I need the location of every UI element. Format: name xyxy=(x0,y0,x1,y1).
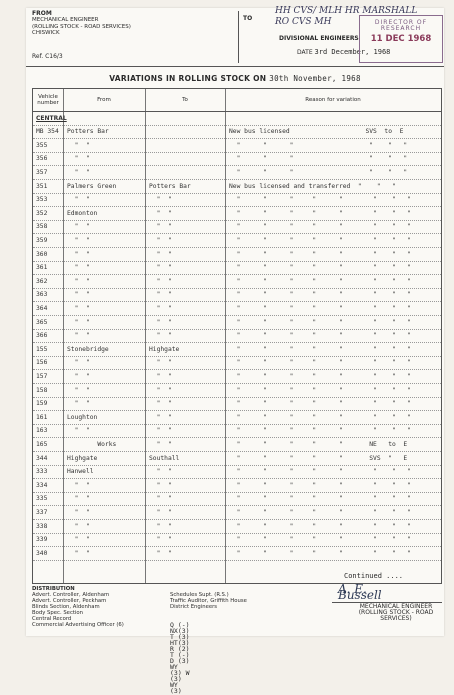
to-cell: " " xyxy=(149,440,172,448)
col-header-vehicle: Vehicle number xyxy=(33,89,63,112)
table-row xyxy=(33,315,441,330)
stamp-line-2: RESEARCH xyxy=(380,25,422,33)
to-cell: " " xyxy=(149,264,172,272)
vehicle-number: 165 xyxy=(36,440,48,448)
to-cell: " " xyxy=(149,223,172,231)
from-cell: " " xyxy=(67,277,90,285)
from-cell: " " xyxy=(67,400,90,408)
to-cell: " " xyxy=(149,400,172,408)
distribution-item: Central Record xyxy=(32,616,72,622)
distribution-item: Traffic Auditor, Griffith House xyxy=(170,598,247,604)
table-row xyxy=(33,369,441,384)
to-cell: " " xyxy=(149,495,172,503)
table-row xyxy=(33,465,441,480)
reason-cell: " " " " " " xyxy=(229,168,408,176)
memo-page xyxy=(26,6,444,695)
from-cell: Potters Bar xyxy=(67,128,109,136)
col-header-reason: Reason for variation xyxy=(225,89,441,112)
from-cell: " " xyxy=(67,304,90,312)
from-cell: " " xyxy=(67,250,90,258)
reason-cell: " " " " " " " " xyxy=(229,318,411,326)
from-cell: " " xyxy=(67,508,90,516)
distribution-item: Advert. Controller, Aldenham xyxy=(32,592,110,598)
to-cell: " " xyxy=(149,318,172,326)
vehicle-number: 339 xyxy=(36,536,48,544)
reason-cell: " " " " " " " " xyxy=(229,304,411,312)
from-cell: " " xyxy=(67,264,90,272)
table-row xyxy=(33,451,441,466)
reason-cell: " " " " " " " " xyxy=(229,332,411,340)
to-cell: " " xyxy=(149,236,172,244)
from-cell: " " xyxy=(67,427,90,435)
to-cell: Potters Bar xyxy=(149,182,191,190)
vehicle-number: 158 xyxy=(36,386,48,394)
reason-cell: " " " " " " " " xyxy=(229,209,411,217)
reason-cell: " " " " " " " " xyxy=(229,522,411,530)
from-cell: Palmers Green xyxy=(67,182,117,190)
vehicle-number: 334 xyxy=(36,481,48,489)
vehicle-number: 362 xyxy=(36,277,48,285)
to-cell: Southall xyxy=(149,454,180,462)
table-row xyxy=(33,288,441,303)
vehicle-number: 157 xyxy=(36,372,48,380)
table-row xyxy=(33,138,441,153)
to-cell: " " xyxy=(149,549,172,557)
table-row xyxy=(33,478,441,493)
vehicle-number: 364 xyxy=(36,304,48,312)
signatory-subtitle: (ROLLING STOCK - ROAD SERVICES) xyxy=(358,609,434,622)
distribution-codes xyxy=(170,622,190,694)
reason-cell: " " " " " " " " xyxy=(229,495,411,503)
to-cell: Highgate xyxy=(149,345,180,353)
vehicle-number: 333 xyxy=(36,468,48,476)
table-row xyxy=(33,165,441,180)
from-cell: " " xyxy=(67,318,90,326)
to-cell: " " xyxy=(149,196,172,204)
from-cell: " " xyxy=(67,155,90,163)
col-header-to: To xyxy=(145,89,225,112)
from-cell: " " xyxy=(67,372,90,380)
vehicle-number: 363 xyxy=(36,291,48,299)
section-label: CENTRAL xyxy=(36,114,67,122)
vehicle-number: 155 xyxy=(36,345,48,353)
to-cell: " " xyxy=(149,291,172,299)
distribution-label: DISTRIBUTION xyxy=(32,586,75,592)
to-cell: " " xyxy=(149,277,172,285)
vehicle-number: 353 xyxy=(36,196,48,204)
from-cell: Loughton xyxy=(67,413,98,421)
title-text: VARIATIONS IN ROLLING STOCK ON xyxy=(109,74,267,83)
table-row xyxy=(33,505,441,520)
vehicle-number: 156 xyxy=(36,359,48,367)
reason-cell: " " " " " " " " xyxy=(229,223,411,231)
reason-cell: New bus licensed and transferred " " " xyxy=(229,182,396,190)
reason-cell: " " " " " " " " xyxy=(229,345,411,353)
vehicle-number: 366 xyxy=(36,332,48,340)
reason-cell: " " " " " NE to E xyxy=(229,440,408,448)
to-cell: " " xyxy=(149,359,172,367)
distribution-list-2 xyxy=(170,592,300,610)
to-line: DIVISIONAL ENGINEERS xyxy=(279,35,359,42)
vehicle-number: 355 xyxy=(36,141,48,149)
vehicle-number: 359 xyxy=(36,236,48,244)
memo-header xyxy=(26,8,444,67)
table-row xyxy=(33,206,441,221)
reason-cell: " " " " " " " " xyxy=(229,277,411,285)
table-row xyxy=(33,533,441,548)
vehicle-number: 159 xyxy=(36,400,48,408)
to-cell: " " xyxy=(149,250,172,258)
table-row xyxy=(33,342,441,357)
received-stamp xyxy=(359,15,443,63)
from-block xyxy=(32,11,232,37)
from-cell: " " xyxy=(67,223,90,231)
vehicle-number: 351 xyxy=(36,182,48,190)
reason-cell: " " " " " " " " xyxy=(229,250,411,258)
vehicle-number: 338 xyxy=(36,522,48,530)
vehicle-number: 161 xyxy=(36,413,48,421)
to-cell: " " xyxy=(149,332,172,340)
distribution-item: Blinds Section, Aldenham xyxy=(32,604,100,610)
table-row xyxy=(33,233,441,248)
reason-cell: " " " " " " " " xyxy=(229,468,411,476)
reason-cell: " " " " " " " " xyxy=(229,236,411,244)
col-header-from: From xyxy=(63,89,145,112)
table-row xyxy=(33,410,441,425)
table-row xyxy=(33,193,441,208)
to-cell: " " xyxy=(149,372,172,380)
vehicle-number: 352 xyxy=(36,209,48,217)
vehicle-number: 365 xyxy=(36,318,48,326)
table-row xyxy=(33,274,441,289)
table-row xyxy=(33,519,441,534)
codes-line-2: T (-) D (3) WY (3) W (3) WY (3) xyxy=(170,651,190,695)
to-cell: " " xyxy=(149,209,172,217)
from-cell: " " xyxy=(67,481,90,489)
vehicle-number: 344 xyxy=(36,454,48,462)
from-cell: " " xyxy=(67,549,90,557)
table-row xyxy=(33,261,441,276)
vehicle-number: 361 xyxy=(36,264,48,272)
table-row xyxy=(33,383,441,398)
from-cell: Works xyxy=(67,440,117,448)
title-date: 30th November, 1968 xyxy=(269,74,361,83)
to-cell: " " xyxy=(149,386,172,394)
from-line: MECHANICAL ENGINEER xyxy=(32,17,99,24)
reference: Ref. C16/3 xyxy=(32,53,63,60)
from-cell: " " xyxy=(67,522,90,530)
reason-cell: " " " " " " " " xyxy=(229,536,411,544)
to-label: TO xyxy=(243,15,253,22)
to-cell: " " xyxy=(149,536,172,544)
to-cell: " " xyxy=(149,508,172,516)
variations-table xyxy=(32,88,442,584)
table-row xyxy=(33,220,441,235)
signatory-title: MECHANICAL ENGINEER xyxy=(359,603,433,610)
vehicle-number: 337 xyxy=(36,508,48,516)
from-line: CHISWICK xyxy=(32,30,60,37)
reason-cell: " " " " " " " " xyxy=(229,264,411,272)
distribution-item: Schedules Supt. (R.S.) xyxy=(170,592,229,598)
date-value: 3rd December, 1968 xyxy=(314,48,391,56)
table-row xyxy=(33,152,441,167)
table-row xyxy=(33,492,441,507)
table-row xyxy=(33,247,441,262)
signatory-block xyxy=(348,604,444,622)
reason-cell: " " " " " " " " xyxy=(229,386,411,394)
table-row xyxy=(33,329,441,344)
handwritten-recipients-2: RO CVS MH xyxy=(275,17,332,27)
table-row xyxy=(33,397,441,412)
to-cell: " " xyxy=(149,522,172,530)
vehicle-number: MB 354 xyxy=(36,128,59,136)
distribution-item: Commercial Advertising Officer (6) xyxy=(32,622,124,628)
signature: A. E. Bussell xyxy=(338,582,382,602)
from-cell: Edmonton xyxy=(67,209,98,217)
distribution-item: Body Spec. Section xyxy=(32,610,83,616)
reason-cell: " " " " " " " " xyxy=(229,359,411,367)
codes-line-1: Q (-) NX(3) T (3) HT(3) R (2) xyxy=(170,621,190,653)
from-cell: Hanwell xyxy=(67,468,94,476)
table-row xyxy=(33,546,441,561)
reason-cell: " " " " " " xyxy=(229,141,408,149)
from-cell: " " xyxy=(67,495,90,503)
from-cell: " " xyxy=(67,386,90,394)
vehicle-number: 335 xyxy=(36,495,48,503)
to-cell: " " xyxy=(149,427,172,435)
from-cell: Highgate xyxy=(67,454,98,462)
table-row xyxy=(33,179,441,194)
reason-cell: " " " " " SVS " E xyxy=(229,454,408,462)
from-cell: " " xyxy=(67,168,90,176)
from-label: FROM xyxy=(32,10,52,17)
distribution-item: Advert. Controller, Peckham xyxy=(32,598,107,604)
stamp-line-1: DIRECTOR OF xyxy=(374,19,428,26)
reason-cell: " " " " " " " " xyxy=(229,549,411,557)
vehicle-number: 360 xyxy=(36,250,48,258)
from-cell: " " xyxy=(67,196,90,204)
reason-cell: " " " " " " xyxy=(229,155,408,163)
reason-cell: " " " " " " " " xyxy=(229,427,411,435)
from-cell: " " xyxy=(67,141,90,149)
vehicle-number: 163 xyxy=(36,427,48,435)
handwritten-recipients: HH CVS/ MLH HR MARSHALL xyxy=(275,6,418,16)
reason-cell: " " " " " " " " xyxy=(229,481,411,489)
table-row xyxy=(33,437,441,452)
table-row xyxy=(33,356,441,371)
vehicle-number: 358 xyxy=(36,223,48,231)
from-line: (ROLLING STOCK - ROAD SERVICES) xyxy=(32,23,131,30)
reason-cell: " " " " " " " " xyxy=(229,508,411,516)
document-title xyxy=(26,74,444,83)
from-cell: Stonebridge xyxy=(67,345,109,353)
from-cell: " " xyxy=(67,332,90,340)
to-cell: " " xyxy=(149,304,172,312)
vehicle-number: 340 xyxy=(36,549,48,557)
section-row xyxy=(33,111,441,126)
continued-note: Continued .... xyxy=(344,572,404,580)
from-cell: " " xyxy=(67,536,90,544)
to-block xyxy=(238,6,439,63)
reason-cell: New bus licensed SVS to E xyxy=(229,128,404,136)
reason-cell: " " " " " " " " xyxy=(229,196,411,204)
table-row xyxy=(33,301,441,316)
vehicle-number: 356 xyxy=(36,155,48,163)
from-cell: " " xyxy=(67,291,90,299)
distribution-item: District Engineers xyxy=(170,604,218,610)
from-cell: " " xyxy=(67,236,90,244)
distribution-list xyxy=(32,586,162,628)
to-cell: " " xyxy=(149,468,172,476)
reason-cell: " " " " " " " " xyxy=(229,400,411,408)
reason-cell: " " " " " " " " xyxy=(229,372,411,380)
to-cell: " " xyxy=(149,481,172,489)
reason-cell: " " " " " " " " xyxy=(229,413,411,421)
to-cell: " " xyxy=(149,413,172,421)
table-row xyxy=(33,125,441,140)
vehicle-number: 357 xyxy=(36,168,48,176)
stamp-date: 11 DEC 1968 xyxy=(370,33,432,44)
date-label: DATE xyxy=(297,49,313,56)
reason-cell: " " " " " " " " xyxy=(229,291,411,299)
table-row xyxy=(33,424,441,439)
from-cell: " " xyxy=(67,359,90,367)
